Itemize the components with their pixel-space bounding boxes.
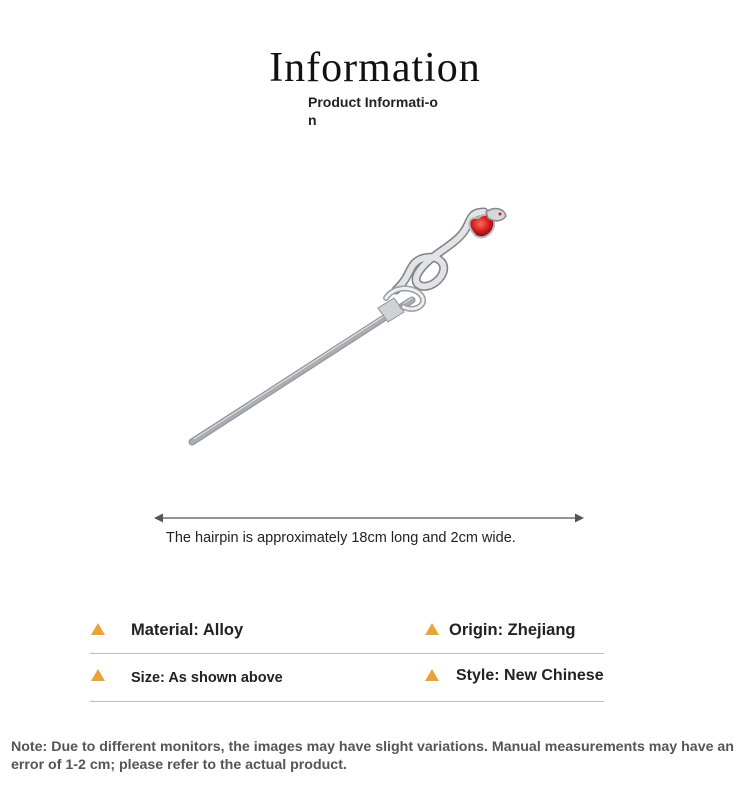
divider <box>90 701 604 702</box>
bullet-triangle-icon <box>425 669 439 681</box>
dimension-arrow <box>152 509 586 527</box>
section-subtitle: Product Informati-on <box>308 94 438 128</box>
bullet-triangle-icon <box>91 669 105 681</box>
bullet-triangle-icon <box>91 623 105 635</box>
page-title: Information <box>269 45 481 91</box>
spec-material: Material: Alloy <box>131 621 244 639</box>
divider <box>90 653 604 654</box>
spec-size: Size: As shown above <box>131 670 283 686</box>
disclaimer-note: Note: Due to different monitors, the images may have slight variations. Manual measurements may have an error of 1-2 cm; please refer to the actual product. <box>11 739 734 773</box>
bullet-triangle-icon <box>425 623 439 635</box>
spec-style: Style: New Chinese <box>456 667 604 684</box>
hairpin-image <box>150 190 570 465</box>
dimension-label: The hairpin is approximately 18cm long and 2cm wide. <box>166 530 516 546</box>
spec-origin: Origin: Zhejiang <box>449 621 576 639</box>
